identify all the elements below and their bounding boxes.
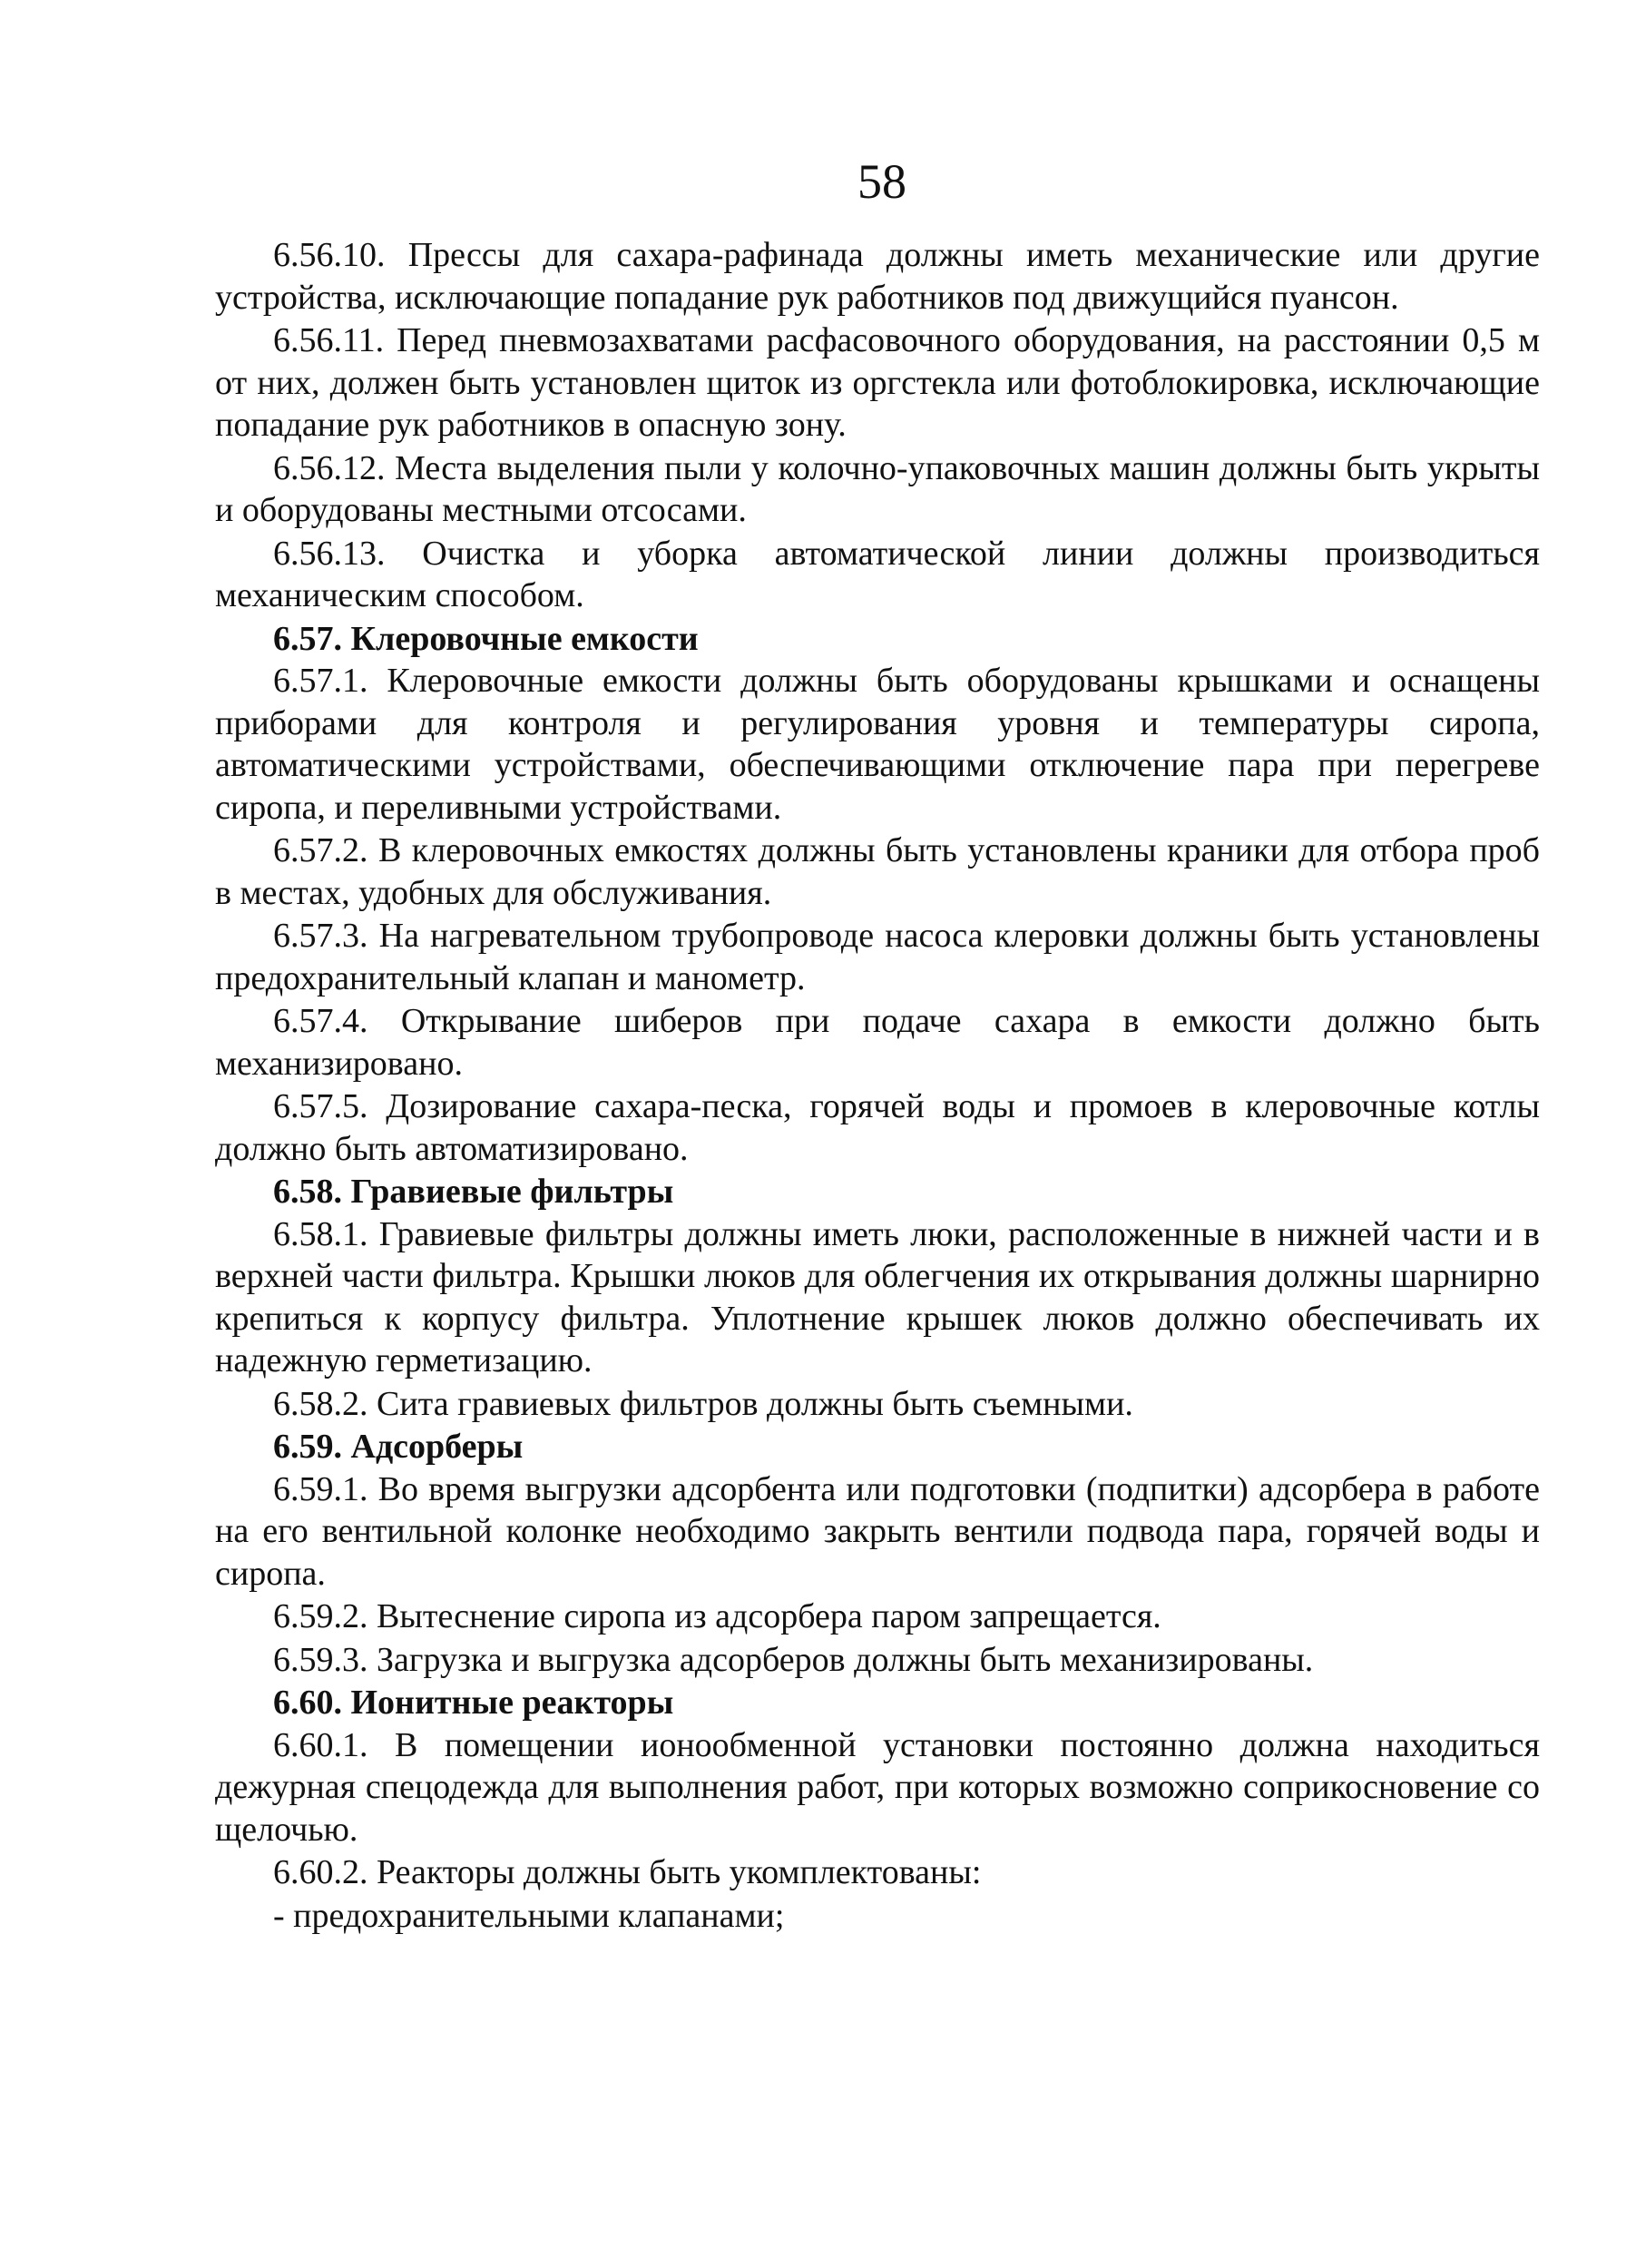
page-number: 58 <box>857 154 906 209</box>
paragraph-6-57-1: 6.57.1. Клеровочные емкости должны быть оборудованы крышками и оснащены приборами для контроля и регулирования уровня и температуры сиропа, автоматическими устройствами, обеспечивающими отключение пара при перегреве сиропа, и переливными устройствами. <box>215 662 1540 827</box>
paragraph-6-56-12: 6.56.12. Места выделения пыли у колочно-упаковочных машин должны быть укрыты и оборудованы местными отсосами. <box>215 448 1540 529</box>
paragraph-6-58-2: 6.58.2. Сита гравиевых фильтров должны быть съемными. <box>273 1384 1133 1423</box>
paragraph-6-59-2: 6.59.2. Вытеснение сиропа из адсорбера паром запрещается. <box>273 1597 1161 1635</box>
paragraph-6-57-2: 6.57.2. В клеровочных емкостях должны быть установлены краники для отбора проб в местах, удобных для обслуживания. <box>215 831 1540 912</box>
list-item-safety-valves: - предохранительными клапанами; <box>273 1896 785 1935</box>
paragraph-6-60-2: 6.60.2. Реакторы должны быть укомплектованы: <box>273 1853 982 1891</box>
section-heading-6-58: 6.58. Гравиевые фильтры <box>273 1173 674 1211</box>
section-heading-6-60: 6.60. Ионитные реакторы <box>273 1684 674 1722</box>
document-page <box>215 154 1540 1938</box>
paragraph-6-57-3: 6.57.3. На нагревательном трубопроводе насоса клеровки должны быть установлены предохранительный клапан и манометр. <box>215 917 1540 997</box>
paragraph-6-56-11: 6.56.11. Перед пневмозахватами расфасовочного оборудования, на расстоянии 0,5 м от них, должен быть установлен щиток из оргстекла или фотоблокировка, исключающие попадание рук работников в опасную зону. <box>215 321 1540 444</box>
paragraph-6-59-3: 6.59.3. Загрузка и выгрузка адсорберов должны быть механизированы. <box>273 1640 1314 1679</box>
section-heading-6-57: 6.57. Клеровочные емкости <box>273 619 699 658</box>
paragraph-6-58-1: 6.58.1. Гравиевые фильтры должны иметь люки, расположенные в нижней части и в верхней части фильтра. Крышки люков для облегчения их открывания должны шарнирно крепиться к корпусу фильтра. Уплотнение крышек люков должно обеспечивать их надежную герметизацию. <box>215 1214 1540 1379</box>
paragraph-6-57-4: 6.57.4. Открывание шиберов при подаче сахара в емкости должно быть механизировано. <box>215 1002 1540 1083</box>
paragraph-6-56-10: 6.56.10. Прессы для сахара-рафинада должны иметь механические или другие устройства, исключающие попадание рук работников под движущийся пуансон. <box>215 236 1540 317</box>
paragraph-6-60-1: 6.60.1. В помещении ионообменной установки постоянно должна находиться дежурная спецодежда для выполнения работ, при которых возможно соприкосновение со щелочью. <box>215 1725 1540 1849</box>
section-heading-6-59: 6.59. Адсорберы <box>273 1428 524 1466</box>
paragraph-6-59-1: 6.59.1. Во время выгрузки адсорбента или подготовки (подпитки) адсорбера в работе на его вентильной колонке необходимо закрыть вентили подвода пара, горячей воды и сиропа. <box>215 1469 1540 1593</box>
paragraph-6-56-13: 6.56.13. Очистка и уборка автоматической линии должны производиться механическим способом. <box>215 534 1540 614</box>
paragraph-6-57-5: 6.57.5. Дозирование сахара-песка, горячей воды и промоев в клеровочные котлы должно быть автоматизировано. <box>215 1087 1540 1168</box>
